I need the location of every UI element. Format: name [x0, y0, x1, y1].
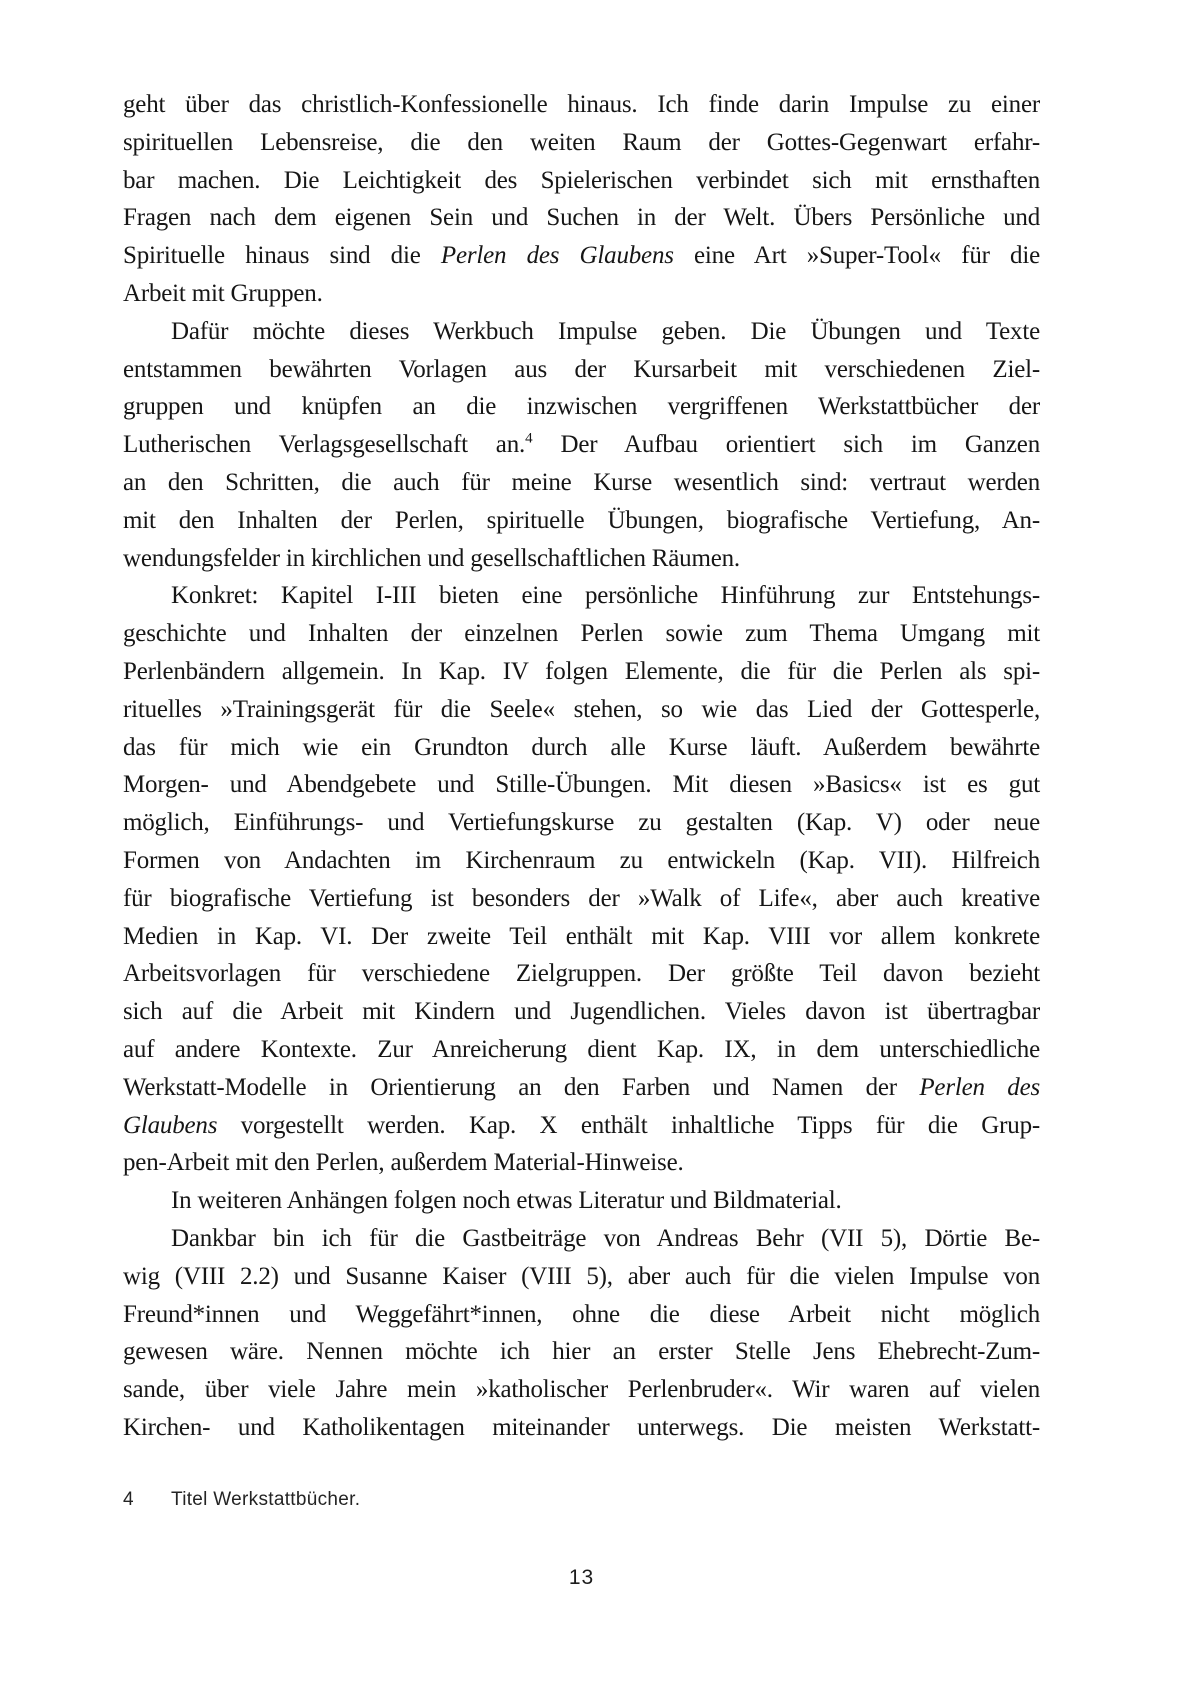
text-line: [123, 1107, 1040, 1145]
text-segment: Perlenbändern allgemein. In Kap. IV folgen Elemente, die für die Perlen als spi-: [123, 657, 1040, 685]
italic-book-title: Perlen des Glaubens: [440, 242, 674, 270]
footnote: [123, 1488, 1040, 1512]
text-segment: Arbeitsvorlagen für verschiedene Zielgruppen. Der größte Teil davon bezieht: [123, 960, 1040, 988]
text-line: [123, 615, 1040, 653]
text-line: [123, 729, 1040, 767]
text-segment: bar machen. Die Leichtigkeit des Spielerischen verbindet sich mit ernsthaften: [123, 166, 1040, 194]
text-line: [123, 313, 1040, 351]
text-segment: Lutherischen Verlagsgesellschaft an.: [123, 431, 526, 459]
text-line: [123, 124, 1040, 162]
text-segment: Spirituelle hinaus sind die: [123, 242, 441, 270]
text-line: [123, 464, 1040, 502]
text-line: [123, 199, 1040, 237]
text-segment: In weiteren Anhängen folgen noch etwas Literatur und Bildmaterial.: [171, 1187, 842, 1215]
text-segment: Fragen nach dem eigenen Sein und Suchen in der Welt. Übers Persönliche und: [123, 204, 1040, 232]
text-segment: für biografische Vertiefung ist besonders der »Walk of Life«, aber auch kreative: [123, 884, 1040, 912]
text-segment: eine Art »Super-Tool« für die: [673, 242, 1040, 270]
text-segment: gruppen und knüpfen an die inzwischen vergriffenen Werkstattbücher der: [123, 393, 1040, 421]
text-line: [123, 275, 1040, 313]
text-line: [123, 955, 1040, 993]
text-segment: mit den Inhalten der Perlen, spirituelle Übungen, biografische Vertiefung, An-: [123, 506, 1040, 534]
text-line: [123, 351, 1040, 389]
text-line: [123, 1069, 1040, 1107]
text-segment: Arbeit mit Gruppen.: [123, 279, 323, 307]
text-line: [123, 653, 1040, 691]
text-line: [123, 540, 1040, 578]
text-line: [123, 1296, 1040, 1334]
paragraph: [123, 86, 1040, 313]
text-line: [123, 1371, 1040, 1409]
text-segment: Werkstatt-Modelle in Orientierung an den Farben und Namen der: [123, 1073, 920, 1101]
text-segment: Medien in Kap. VI. Der zweite Teil enthält mit Kap. VIII vor allem konkrete: [123, 922, 1040, 950]
text-line: [123, 880, 1040, 918]
text-segment: Der Aufbau orientiert sich im Ganzen: [532, 431, 1040, 459]
text-segment: auf andere Kontexte. Zur Anreicherung dient Kap. IX, in dem unterschiedliche: [123, 1035, 1040, 1063]
text-segment: Formen von Andachten im Kirchenraum zu entwickeln (Kap. VII). Hilfreich: [123, 846, 1040, 874]
paragraph: [123, 577, 1040, 1182]
text-line: [123, 1409, 1040, 1447]
text-segment: vorgestellt werden. Kap. X enthält inhaltliche Tipps für die Grup-: [217, 1111, 1040, 1139]
text-segment: sande, über viele Jahre mein »katholischer Perlenbruder«. Wir waren auf vielen: [123, 1376, 1040, 1404]
footnote-text: Titel Werkstattbücher.: [171, 1489, 361, 1510]
text-segment: Dankbar bin ich für die Gastbeiträge von Andreas Behr (VII 5), Dörtie Be-: [171, 1224, 1040, 1252]
text-line: [123, 237, 1040, 275]
text-segment: geht über das christlich-Konfessionelle hinaus. Ich finde darin Impulse zu einer: [123, 91, 1040, 118]
text-segment: das für mich wie ein Grundton durch alle Kurse läuft. Außerdem bewährte: [123, 733, 1040, 761]
text-line: [123, 426, 1040, 464]
text-segment: gewesen wäre. Nennen möchte ich hier an erster Stelle Jens Ehebrecht-Zum-: [123, 1338, 1040, 1366]
text-segment: wig (VIII 2.2) und Susanne Kaiser (VIII 5), aber auch für die vielen Impulse von: [123, 1262, 1040, 1290]
text-line: [123, 388, 1040, 426]
text-line: [123, 162, 1040, 200]
text-line: [123, 1258, 1040, 1296]
paragraph: [123, 313, 1040, 578]
text-segment: geschichte und Inhalten der einzelnen Perlen sowie zum Thema Umgang mit: [123, 620, 1040, 648]
text-line: [123, 766, 1040, 804]
italic-book-title: Perlen des: [919, 1073, 1040, 1101]
text-segment: an den Schritten, die auch für meine Kurse wesentlich sind: vertraut werden: [123, 468, 1040, 496]
text-line: [123, 502, 1040, 540]
text-line: [123, 1031, 1040, 1069]
page-number: 13: [568, 1566, 595, 1589]
text-line: [123, 842, 1040, 880]
text-line: [123, 1333, 1040, 1371]
footnote-reference: 4: [525, 430, 533, 447]
footnote-number: 4: [123, 1489, 134, 1510]
text-segment: rituelles »Trainingsgerät für die Seele« stehen, so wie das Lied der Gottesperle,: [123, 695, 1040, 723]
text-segment: Konkret: Kapitel I-III bieten eine persönliche Hinführung zur Entstehungs-: [171, 582, 1040, 610]
text-line: [123, 918, 1040, 956]
paragraph: [123, 1182, 1040, 1220]
text-line: [123, 804, 1040, 842]
text-line: [123, 1220, 1040, 1258]
italic-book-title: Glaubens: [123, 1111, 218, 1139]
body-text-block: [123, 86, 1040, 1447]
text-line: [123, 86, 1040, 124]
text-line: [123, 577, 1040, 615]
text-segment: sich auf die Arbeit mit Kindern und Jugendlichen. Vieles davon ist übertragbar: [123, 998, 1040, 1026]
text-segment: Freund*innen und Weggefährt*innen, ohne die diese Arbeit nicht möglich: [123, 1300, 1040, 1328]
text-segment: möglich, Einführungs- und Vertiefungskurse zu gestalten (Kap. V) oder neue: [123, 809, 1040, 837]
text-line: [123, 993, 1040, 1031]
text-segment: Morgen- und Abendgebete und Stille-Übungen. Mit diesen »Basics« ist es gut: [123, 771, 1040, 799]
text-segment: wendungsfelder in kirchlichen und gesellschaftlichen Räumen.: [123, 544, 740, 572]
text-segment: spirituellen Lebensreise, die den weiten Raum der Gottes-Gegenwart erfahr-: [123, 128, 1040, 156]
text-line: [123, 1144, 1040, 1182]
paragraph: [123, 1220, 1040, 1447]
text-line: [123, 1182, 1040, 1220]
text-segment: Kirchen- und Katholikentagen miteinander unterwegs. Die meisten Werkstatt-: [123, 1413, 1040, 1441]
text-segment: Dafür möchte dieses Werkbuch Impulse geben. Die Übungen und Texte: [171, 317, 1040, 345]
text-segment: entstammen bewährten Vorlagen aus der Kursarbeit mit verschiedenen Ziel-: [123, 355, 1040, 383]
text-line: [123, 691, 1040, 729]
text-segment: pen-Arbeit mit den Perlen, außerdem Material-Hinweise.: [123, 1149, 684, 1177]
